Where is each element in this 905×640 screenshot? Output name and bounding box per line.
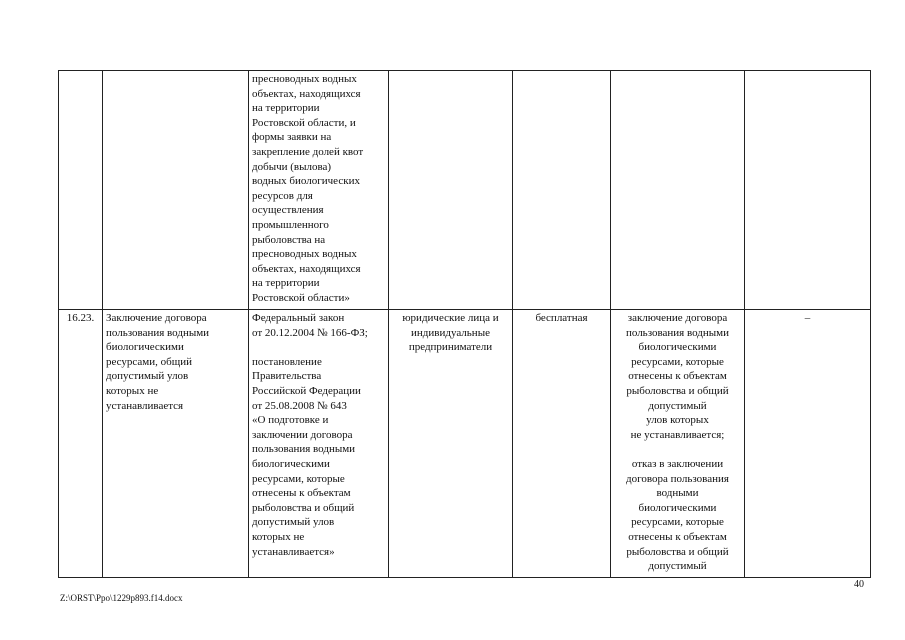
table-row	[59, 310, 871, 578]
applicants-cell: юридические лица и индивидуальные предприниматели	[389, 310, 513, 578]
result-cell: заключение договора пользования водными биологическими ресурсами, которые отнесены к объектам рыболовства и общий допустимый улов которых не устанавливается; отказ в заключении договора пользования водными биологическими ресурсами, которые отнесены к объектам рыболовства и общий допустимый	[611, 310, 745, 578]
footer-file-path: Z:\ORST\Ppo\1229p893.f14.docx	[60, 593, 183, 603]
services-table	[58, 70, 871, 578]
notes-cell	[745, 71, 871, 310]
notes-cell: –	[745, 310, 871, 578]
service-cell	[103, 71, 249, 310]
number-cell	[59, 71, 103, 310]
number-cell: 16.23.	[59, 310, 103, 578]
table-row	[59, 71, 871, 310]
legal-basis-cell: Федеральный закон от 20.12.2004 № 166-ФЗ; постановление Правительства Российской Федерации от 25.08.2008 № 643 «О подготовке и заключении договора пользования водными биологическими ресурсами, которые отнесены к объектам рыболовства и общий допустимый улов которых не устанавливается»	[249, 310, 389, 578]
cost-cell	[513, 71, 611, 310]
result-cell	[611, 71, 745, 310]
legal-basis-cell: пресноводных водных объектах, находящихся на территории Ростовской области, и формы заявки на закрепление долей квот добычи (вылова) водных биологических ресурсов для осуществления промышленного рыболовства на пресноводных водных объектах, находящихся на территории Ростовской области»	[249, 71, 389, 310]
cost-cell: бесплатная	[513, 310, 611, 578]
page-number: 40	[854, 579, 864, 590]
service-cell: Заключение договора пользования водными биологическими ресурсами, общий допустимый улов которых не устанавливается	[103, 310, 249, 578]
applicants-cell	[389, 71, 513, 310]
